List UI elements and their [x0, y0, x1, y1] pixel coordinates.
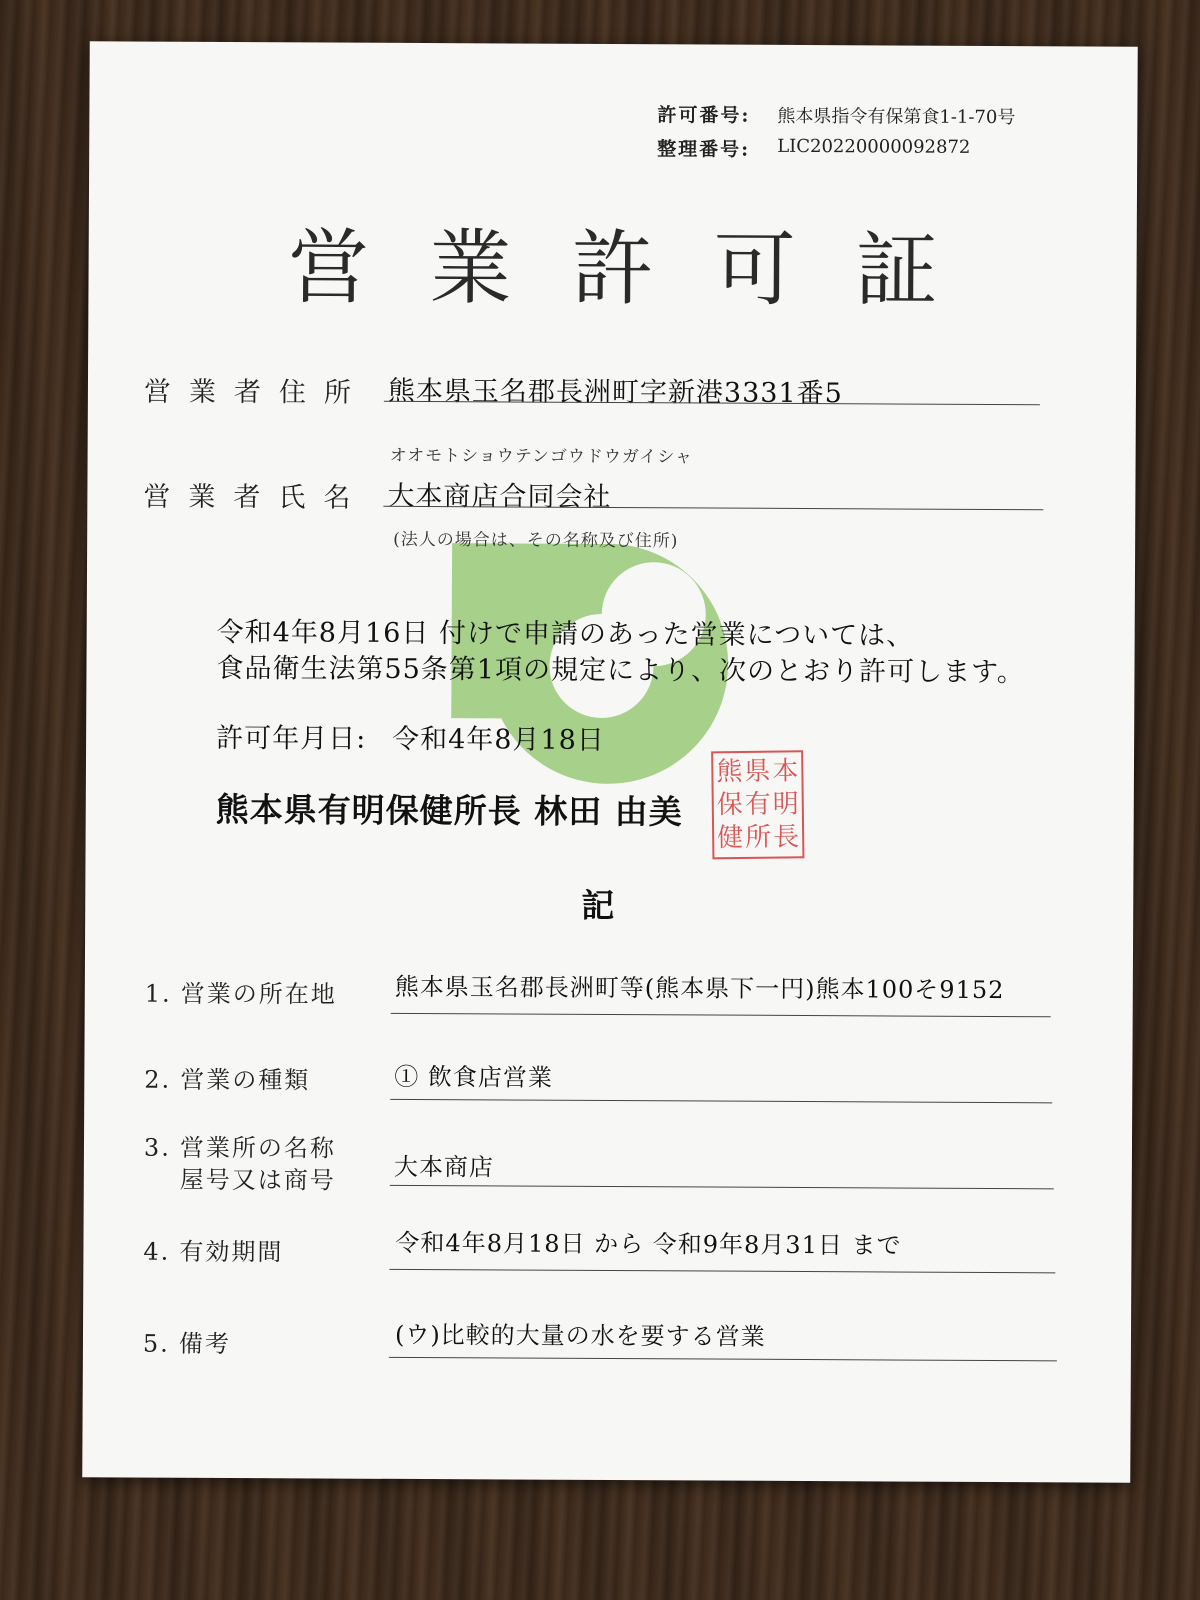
item-3-label: 営業所の名称	[179, 1133, 337, 1163]
seal-char: 健	[716, 823, 744, 854]
item-1-label: 営業の所在地	[180, 979, 337, 1009]
item-4-value: 令和4年8月18日 から 令和9年8月31日 まで	[395, 1228, 902, 1260]
seal-char: 保	[716, 789, 743, 821]
item-3-value: 大本商店	[393, 1152, 494, 1182]
name-kana: オオモトショウテンゴウドウガイシャ	[389, 445, 694, 468]
ref-number-value: LIC20220000092872	[777, 135, 971, 158]
permit-date-value: 令和4年8月18日	[392, 723, 605, 756]
document-title: 営業許可証	[287, 220, 998, 320]
statement-line-1: 令和4年8月16日 付けで申請のあった営業については、	[216, 616, 915, 652]
permit-date-label: 許可年月日:	[216, 722, 367, 755]
item-1-underline	[391, 1013, 1051, 1017]
seal-char: 長	[772, 822, 800, 853]
statement-line-2: 食品衛生法第55条第1項の規定により、次のとおり許可します。	[216, 652, 1025, 689]
name-label: 営業者氏名	[143, 481, 369, 514]
seal-char: 明	[772, 789, 799, 820]
item-5-underline	[389, 1357, 1057, 1361]
permit-number-value: 熊本県指令有保第食1-1-70号	[777, 105, 1016, 129]
seal-char: 熊	[716, 756, 743, 787]
item-2-value: ① 飲食店営業	[394, 1062, 554, 1092]
item-4-number: 4.	[143, 1237, 171, 1266]
name-value: 大本商店合同会社	[387, 480, 612, 514]
item-2-label: 営業の種類	[180, 1065, 311, 1095]
seal-char: 所	[744, 822, 772, 854]
item-3-number: 3.	[143, 1133, 171, 1162]
item-4-label: 有効期間	[179, 1237, 284, 1267]
ref-number-label: 整理番号:	[657, 138, 751, 161]
official-seal-stamp	[711, 750, 804, 859]
seal-char: 県	[744, 756, 771, 787]
corporate-note: (法人の場合は、その名称及び住所)	[393, 529, 679, 552]
item-4-underline	[389, 1269, 1055, 1273]
item-3-label-2: 屋号又は商号	[179, 1165, 336, 1195]
item-2-number: 2.	[144, 1065, 172, 1094]
item-5-value: (ウ)比較的大量の水を要する営業	[394, 1320, 766, 1351]
item-1-number: 1.	[144, 979, 172, 1008]
item-1-value: 熊本県玉名郡長洲町等(熊本県下一円)熊本100そ9152	[394, 972, 1005, 1005]
ki-heading: 記	[581, 885, 615, 926]
item-3-underline	[390, 1185, 1054, 1189]
item-5-label: 備考	[178, 1329, 232, 1359]
issuer-name: 熊本県有明保健所長 林田 由美	[215, 789, 683, 832]
permit-document	[82, 41, 1138, 1482]
permit-number-label: 許可番号:	[657, 104, 751, 127]
seal-char: 本	[772, 755, 799, 787]
address-value: 熊本県玉名郡長洲町字新港3331番5	[387, 375, 843, 410]
address-label: 営業者住所	[143, 376, 370, 409]
seal-char: 有	[744, 789, 771, 820]
item-5-number: 5.	[142, 1329, 170, 1358]
item-2-underline	[390, 1099, 1052, 1103]
